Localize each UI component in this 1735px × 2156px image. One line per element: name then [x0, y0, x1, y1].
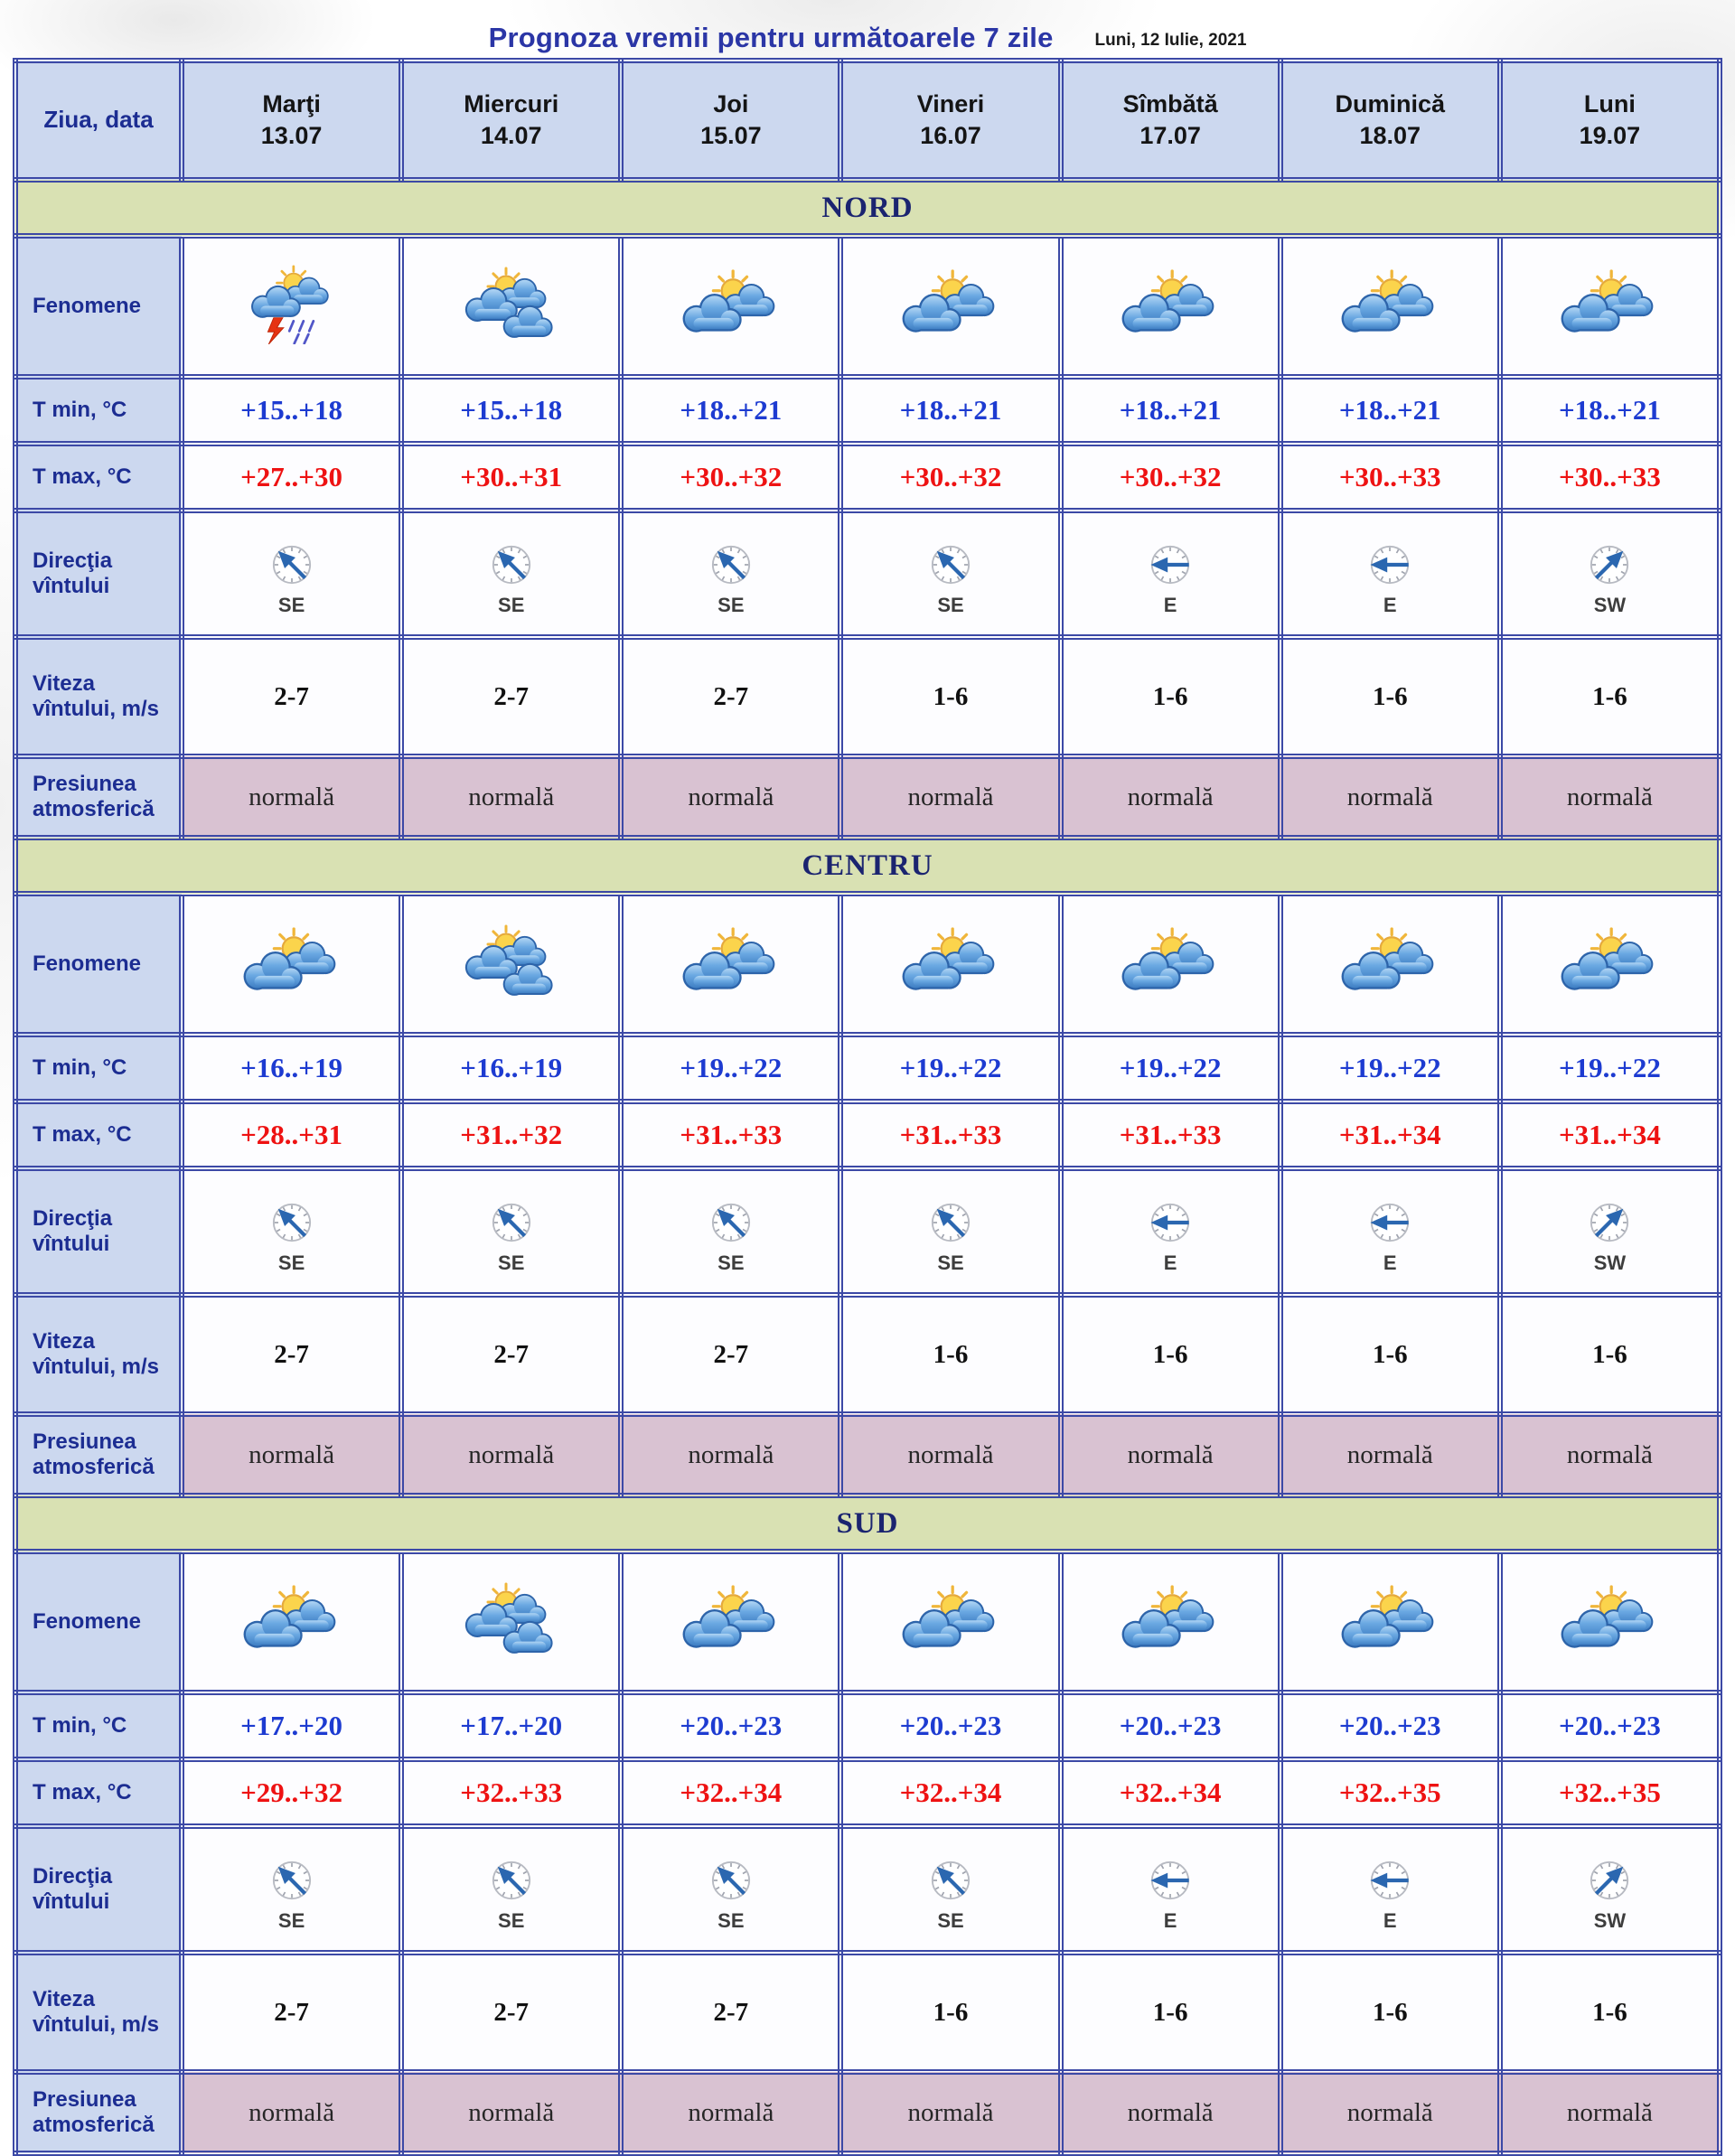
pressure-cell: normală: [1061, 2072, 1280, 2153]
thunderstorm-icon: [237, 265, 347, 344]
pressure-cell: normală: [401, 1414, 621, 1495]
partly-cloudy-icon: [1115, 1580, 1225, 1660]
partly-cloudy-icon: [237, 923, 347, 1002]
wind-cell: [1061, 1168, 1280, 1295]
section-title: NORD: [15, 180, 1720, 236]
partly-cloudy-icon: [1554, 265, 1665, 344]
row-label: Fenomene: [15, 236, 182, 377]
weather-cell: [1061, 894, 1280, 1035]
weather-cell: [401, 1551, 621, 1692]
tmax-cell: +30..+33: [1280, 444, 1500, 511]
row-label: Direcţia vîntului: [15, 1826, 182, 1953]
weather-cell: [401, 236, 621, 377]
tmax-row: [15, 444, 1720, 511]
pressure-cell: normală: [1061, 1414, 1280, 1495]
forecast-table: [13, 58, 1722, 2156]
wind-e-icon: [1363, 538, 1417, 592]
speed-cell: 2-7: [182, 1295, 401, 1414]
tmin-cell: +18..+21: [1500, 377, 1720, 444]
tmin-row: [15, 1035, 1720, 1101]
tmin-cell: +18..+21: [1280, 377, 1500, 444]
row-label: Viteza vîntului, m/s: [15, 637, 182, 756]
wind-cell: [182, 511, 401, 637]
wind-se-icon: [924, 1853, 978, 1908]
partly-cloudy-icon: [896, 923, 1006, 1002]
day-name: Miercuri: [464, 89, 559, 117]
speed-cell: 1-6: [1280, 1953, 1500, 2072]
speed-cell: 2-7: [401, 1953, 621, 2072]
tmin-cell: +16..+19: [182, 1035, 401, 1101]
pressure-cell: normală: [621, 756, 840, 838]
wind-cell: [1280, 1826, 1500, 1953]
wind-cell: [840, 511, 1060, 637]
day-date: 16.07: [920, 122, 981, 149]
wind-direction-label: E: [1383, 594, 1397, 616]
wind-se-icon: [484, 1195, 539, 1250]
partly-cloudy-icon: [896, 1580, 1006, 1660]
wind-cell: [1061, 1826, 1280, 1953]
speed-cell: 1-6: [1500, 637, 1720, 756]
partly-cloudy-icon: [1115, 265, 1225, 344]
section-band-row: [15, 1495, 1720, 1551]
tmin-cell: +16..+19: [401, 1035, 621, 1101]
weather-cell: [1061, 236, 1280, 377]
tmax-cell: +31..+34: [1500, 1101, 1720, 1168]
speed-cell: 1-6: [1061, 1953, 1280, 2072]
pressure-cell: normală: [182, 756, 401, 838]
partly-cloudy-icon: [1335, 265, 1445, 344]
wind-cell: [182, 1826, 401, 1953]
wind-cell: [621, 1826, 840, 1953]
partly-cloudy-icon: [1554, 923, 1665, 1002]
weather-cell: [1500, 236, 1720, 377]
day-date: 15.07: [700, 122, 762, 149]
wind-direction-label: SE: [498, 1909, 525, 1932]
tmin-cell: +19..+22: [840, 1035, 1060, 1101]
tmin-cell: +20..+23: [621, 1692, 840, 1759]
tmin-row: [15, 1692, 1720, 1759]
speed-cell: 2-7: [621, 1953, 840, 2072]
wind-cell: [1280, 1168, 1500, 1295]
day-date: 17.07: [1139, 122, 1201, 149]
tmin-cell: +18..+21: [840, 377, 1060, 444]
pressure-cell: normală: [1500, 2072, 1720, 2153]
tmin-cell: +18..+21: [1061, 377, 1280, 444]
tmax-cell: +32..+35: [1500, 1759, 1720, 1826]
wind-se-icon: [704, 538, 758, 592]
wind-se-icon: [704, 1853, 758, 1908]
speed-cell: 2-7: [401, 1295, 621, 1414]
row-label: T min, °C: [15, 1692, 182, 1759]
weather-cell: [182, 894, 401, 1035]
section-title: SUD: [15, 1495, 1720, 1551]
wind-e-icon: [1363, 1853, 1417, 1908]
wind-se-icon: [924, 1195, 978, 1250]
wind-direction-label: SW: [1593, 1251, 1627, 1274]
wind-e-icon: [1143, 1195, 1197, 1250]
weather-cell: [840, 1551, 1060, 1692]
wind-cell: [1500, 511, 1720, 637]
wind-speed-row: [15, 637, 1720, 756]
tmin-cell: +20..+23: [840, 1692, 1060, 1759]
tmax-cell: +30..+32: [1061, 444, 1280, 511]
wind-se-icon: [704, 1195, 758, 1250]
pressure-cell: normală: [401, 756, 621, 838]
tmax-cell: +28..+31: [182, 1101, 401, 1168]
pressure-row: [15, 756, 1720, 838]
day-header-cell: [1061, 61, 1280, 180]
tmin-cell: +20..+23: [1500, 1692, 1720, 1759]
wind-direction-label: SE: [937, 594, 964, 616]
fenomene-row: [15, 894, 1720, 1035]
speed-cell: 1-6: [840, 1295, 1060, 1414]
day-name: Marţi: [262, 89, 321, 117]
tmin-cell: +19..+22: [621, 1035, 840, 1101]
wind-direction-label: E: [1383, 1909, 1397, 1932]
wind-cell: [1500, 1168, 1720, 1295]
tmin-cell: +15..+18: [401, 377, 621, 444]
tmax-cell: +32..+34: [1061, 1759, 1280, 1826]
pressure-cell: normală: [182, 2072, 401, 2153]
weather-cell: [1500, 894, 1720, 1035]
tmax-cell: +31..+33: [840, 1101, 1060, 1168]
day-name: Luni: [1583, 89, 1636, 117]
row-label: Viteza vîntului, m/s: [15, 1295, 182, 1414]
row-label: Presiunea atmosferică: [15, 756, 182, 838]
speed-cell: 2-7: [621, 637, 840, 756]
tmin-cell: +20..+23: [1061, 1692, 1280, 1759]
tmax-cell: +30..+32: [621, 444, 840, 511]
wind-e-icon: [1143, 538, 1197, 592]
tmin-row: [15, 377, 1720, 444]
wind-se-icon: [484, 538, 539, 592]
tmax-cell: +30..+33: [1500, 444, 1720, 511]
pressure-row: [15, 2072, 1720, 2153]
section-title: CENTRU: [15, 838, 1720, 894]
wind-sw-icon: [1582, 1195, 1637, 1250]
wind-direction-label: SE: [937, 1909, 964, 1932]
partly-cloudy-icon: [896, 265, 1006, 344]
wind-direction-label: SE: [937, 1251, 964, 1274]
wind-cell: [401, 1826, 621, 1953]
weather-cell: [1280, 236, 1500, 377]
weather-cell: [621, 1551, 840, 1692]
day-header-cell: [182, 61, 401, 180]
section-band-row: [15, 838, 1720, 894]
wind-cell: [1061, 511, 1280, 637]
row-label: Presiunea atmosferică: [15, 1414, 182, 1495]
partly-cloudy-icon: [1554, 1580, 1665, 1660]
partly-cloudy-icon: [1335, 1580, 1445, 1660]
wind-cell: [1280, 511, 1500, 637]
pressure-cell: normală: [621, 2072, 840, 2153]
speed-cell: 1-6: [1280, 1295, 1500, 1414]
partly-cloudy-icon: [676, 1580, 786, 1660]
tmax-cell: +31..+33: [1061, 1101, 1280, 1168]
fenomene-row: [15, 1551, 1720, 1692]
wind-se-icon: [265, 538, 319, 592]
pressure-cell: normală: [840, 2072, 1060, 2153]
tmax-cell: +29..+32: [182, 1759, 401, 1826]
wind-direction-label: E: [1163, 1251, 1177, 1274]
wind-direction-label: SE: [277, 1251, 305, 1274]
wind-speed-row: [15, 1295, 1720, 1414]
wind-cell: [840, 1168, 1060, 1295]
wind-cell: [401, 1168, 621, 1295]
pressure-cell: normală: [1500, 1414, 1720, 1495]
row-label: T min, °C: [15, 377, 182, 444]
row-label: Fenomene: [15, 894, 182, 1035]
tmax-row: [15, 1101, 1720, 1168]
wind-sw-icon: [1582, 1853, 1637, 1908]
day-name: Sîmbătă: [1122, 89, 1218, 117]
day-date: 18.07: [1359, 122, 1421, 149]
wind-direction-label: E: [1383, 1251, 1397, 1274]
day-header-cell: [1500, 61, 1720, 180]
pressure-cell: normală: [1280, 2072, 1500, 2153]
tmin-cell: +18..+21: [621, 377, 840, 444]
wind-direction-label: SE: [277, 1909, 305, 1932]
pressure-cell: normală: [182, 1414, 401, 1495]
wind-cell: [621, 1168, 840, 1295]
pressure-cell: normală: [1280, 1414, 1500, 1495]
speed-cell: 1-6: [1061, 637, 1280, 756]
partly-cloudy-icon: [676, 265, 786, 344]
mostly-cloudy-icon: [456, 265, 567, 344]
day-header-cell: [840, 61, 1060, 180]
row-label: T min, °C: [15, 1035, 182, 1101]
wind-e-icon: [1143, 1853, 1197, 1908]
row-label: T max, °C: [15, 1759, 182, 1826]
tmax-cell: +32..+34: [840, 1759, 1060, 1826]
day-name: Vineri: [916, 89, 985, 117]
speed-cell: 2-7: [401, 637, 621, 756]
speed-cell: 1-6: [840, 637, 1060, 756]
wind-direction-row: [15, 1168, 1720, 1295]
wind-direction-label: SE: [717, 1251, 745, 1274]
weather-cell: [840, 894, 1060, 1035]
day-name: Joi: [713, 89, 749, 117]
tmax-cell: +31..+34: [1280, 1101, 1500, 1168]
weather-cell: [621, 236, 840, 377]
pressure-cell: normală: [1280, 756, 1500, 838]
day-date: 14.07: [480, 122, 542, 149]
pressure-cell: normală: [1061, 756, 1280, 838]
row-label: Direcţia vîntului: [15, 511, 182, 637]
tmin-cell: +15..+18: [182, 377, 401, 444]
tmax-cell: +30..+32: [840, 444, 1060, 511]
tmax-cell: +31..+32: [401, 1101, 621, 1168]
mostly-cloudy-icon: [456, 923, 567, 1002]
day-header-cell: [401, 61, 621, 180]
wind-direction-label: SE: [717, 594, 745, 616]
weather-cell: [840, 236, 1060, 377]
tmin-cell: +17..+20: [182, 1692, 401, 1759]
weather-cell: [182, 236, 401, 377]
wind-e-icon: [1363, 1195, 1417, 1250]
wind-direction-label: SW: [1593, 1909, 1627, 1932]
tmax-row: [15, 1759, 1720, 1826]
wind-cell: [1500, 1826, 1720, 1953]
row-label: T max, °C: [15, 444, 182, 511]
day-date: 13.07: [260, 122, 323, 149]
row-label: Viteza vîntului, m/s: [15, 1953, 182, 2072]
wind-se-icon: [265, 1195, 319, 1250]
speed-cell: 2-7: [182, 1953, 401, 2072]
day-name: Duminică: [1335, 89, 1446, 117]
partly-cloudy-icon: [1115, 923, 1225, 1002]
speed-cell: 1-6: [840, 1953, 1060, 2072]
row-label: T max, °C: [15, 1101, 182, 1168]
tmax-cell: +30..+31: [401, 444, 621, 511]
pressure-cell: normală: [621, 1414, 840, 1495]
partly-cloudy-icon: [1335, 923, 1445, 1002]
row-label: Presiunea atmosferică: [15, 2072, 182, 2153]
speed-cell: 1-6: [1500, 1953, 1720, 2072]
corner-header: Ziua, data: [15, 61, 182, 180]
day-date: 19.07: [1579, 122, 1641, 149]
wind-direction-label: E: [1163, 1909, 1177, 1932]
tmax-cell: +31..+33: [621, 1101, 840, 1168]
wind-direction-row: [15, 1826, 1720, 1953]
wind-direction-row: [15, 511, 1720, 637]
weather-cell: [1280, 894, 1500, 1035]
speed-cell: 1-6: [1061, 1295, 1280, 1414]
weather-cell: [1061, 1551, 1280, 1692]
pressure-cell: normală: [1500, 756, 1720, 838]
speed-cell: 2-7: [621, 1295, 840, 1414]
pressure-cell: normală: [401, 2072, 621, 2153]
wind-se-icon: [924, 538, 978, 592]
tmin-cell: +19..+22: [1061, 1035, 1280, 1101]
tmin-cell: +19..+22: [1280, 1035, 1500, 1101]
mostly-cloudy-icon: [456, 1580, 567, 1660]
wind-direction-label: SE: [717, 1909, 745, 1932]
partly-cloudy-icon: [676, 923, 786, 1002]
wind-se-icon: [265, 1853, 319, 1908]
section-band-row: [15, 180, 1720, 236]
wind-direction-label: SE: [498, 1251, 525, 1274]
weather-cell: [182, 1551, 401, 1692]
speed-cell: 2-7: [182, 637, 401, 756]
speed-cell: 1-6: [1500, 1295, 1720, 1414]
wind-direction-label: SE: [498, 594, 525, 616]
wind-direction-label: E: [1163, 594, 1177, 616]
wind-cell: [401, 511, 621, 637]
wind-cell: [182, 1168, 401, 1295]
wind-cell: [840, 1826, 1060, 1953]
weather-cell: [1280, 1551, 1500, 1692]
wind-direction-label: SW: [1593, 594, 1627, 616]
pressure-cell: normală: [840, 756, 1060, 838]
tmax-cell: +32..+34: [621, 1759, 840, 1826]
tmax-cell: +32..+35: [1280, 1759, 1500, 1826]
header-row: [15, 61, 1720, 180]
row-label: Direcţia vîntului: [15, 1168, 182, 1295]
title-bar: [0, 0, 1735, 54]
weather-cell: [1500, 1551, 1720, 1692]
partly-cloudy-icon: [237, 1580, 347, 1660]
tmin-cell: +17..+20: [401, 1692, 621, 1759]
wind-direction-label: SE: [277, 594, 305, 616]
issue-date: Luni, 12 Iulie, 2021: [1094, 31, 1247, 50]
day-header-cell: [621, 61, 840, 180]
wind-se-icon: [484, 1853, 539, 1908]
weather-cell: [401, 894, 621, 1035]
tmin-cell: +19..+22: [1500, 1035, 1720, 1101]
wind-cell: [621, 511, 840, 637]
wind-speed-row: [15, 1953, 1720, 2072]
pressure-cell: normală: [840, 1414, 1060, 1495]
weather-cell: [621, 894, 840, 1035]
pressure-row: [15, 1414, 1720, 1495]
page-title: Prognoza vremii pentru următoarele 7 zile: [488, 22, 1054, 53]
wind-sw-icon: [1582, 538, 1637, 592]
fenomene-row: [15, 236, 1720, 377]
tmax-cell: +32..+33: [401, 1759, 621, 1826]
tmax-cell: +27..+30: [182, 444, 401, 511]
row-label: Fenomene: [15, 1551, 182, 1692]
day-header-cell: [1280, 61, 1500, 180]
tmin-cell: +20..+23: [1280, 1692, 1500, 1759]
speed-cell: 1-6: [1280, 637, 1500, 756]
